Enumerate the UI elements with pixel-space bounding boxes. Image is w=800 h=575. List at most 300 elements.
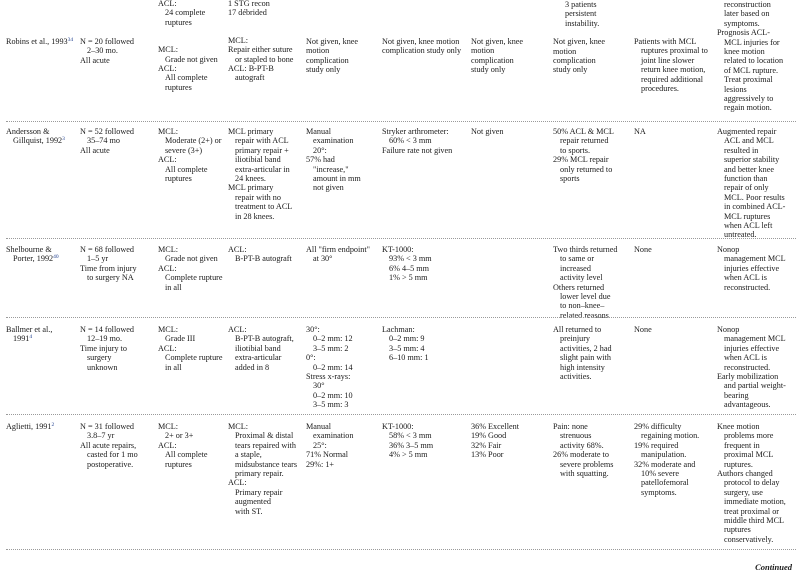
conclusions-cell: [717, 245, 786, 292]
conclusions-line: ruptures.: [724, 459, 753, 469]
treatment-line: treatment to ACL: [235, 202, 293, 212]
activity-line: motion: [553, 46, 577, 56]
clinical-line: 0–2 mm: 10: [313, 390, 353, 400]
rating-cell: [471, 37, 523, 75]
treatment-line: in 28 knees.: [235, 211, 275, 221]
complications-line: joint line slower: [641, 55, 695, 65]
instrumented-line: 58% < 3 mm: [389, 431, 432, 441]
injury-line: Grade not given: [165, 254, 218, 264]
conclusions-line: when ACL left: [724, 221, 773, 231]
patients-cell: [80, 325, 134, 372]
treatment-line: extra-articular: [235, 353, 282, 363]
treatment-line: Primary repair: [235, 487, 283, 497]
clinical-line: 25°:: [313, 440, 327, 450]
activity-line: Others returned: [553, 282, 605, 292]
activity-line: related reasons: [560, 310, 609, 320]
conclusions-line: Authors changed: [717, 469, 773, 479]
clinical-line: 0°:: [306, 353, 316, 363]
clinical-cell: [306, 422, 353, 469]
activity-line: activities.: [560, 372, 592, 382]
study-cell: [6, 325, 52, 344]
treatment-line: ACL: B-PT-B: [228, 64, 274, 74]
instrumented-line: 36% 3–5 mm: [389, 440, 434, 450]
complications-line: 10% severe: [641, 469, 679, 479]
activity-line: to non–knee–: [560, 301, 605, 311]
instrumented-cell: [382, 37, 461, 56]
conclusions-line: Early mobilization: [717, 372, 779, 382]
injury-line: ACL:: [158, 263, 177, 273]
injury-line: Grade not given: [165, 54, 218, 64]
study-name: Andersson &: [6, 127, 50, 136]
conclusions-line: MCL ruptures: [724, 211, 771, 221]
conclusions-line: problems more: [724, 431, 774, 441]
activity-line: 29% MCL repair: [553, 155, 609, 165]
conclusions-line: management MCL: [724, 254, 786, 264]
activity-line: 26% moderate to: [553, 450, 609, 460]
patients-line: Time injury to: [80, 343, 128, 353]
treatment-line: 17 débrided: [228, 8, 267, 18]
instrumented-line: Lachman:: [382, 325, 415, 334]
injury-line: All complete: [165, 164, 208, 174]
row-divider: [6, 317, 796, 318]
conclusions-line: ACL and MCL: [724, 136, 774, 146]
complications-line: manipulation.: [641, 450, 687, 460]
injury-line: MCL:: [158, 127, 179, 136]
conclusions-line: injuries effective: [724, 263, 780, 273]
activity-line: activities, 2 had: [560, 343, 612, 353]
reference-link[interactable]: 34: [67, 37, 74, 43]
study-name: 1991: [13, 334, 30, 344]
treatment-line: midsubstance tears: [235, 459, 298, 469]
row-divider: [6, 121, 796, 122]
patients-line: N = 68 followed: [80, 245, 134, 254]
injury-line: 2+ or 3+: [165, 431, 194, 441]
treatment-line: iliotibial band: [235, 155, 281, 165]
conclusions-line: of MCL rupture.: [724, 65, 779, 75]
injury-line: MCL:: [158, 422, 179, 431]
instrumented-line: 4% > 5 mm: [389, 450, 428, 460]
conclusions-line: immediate motion,: [724, 497, 786, 507]
patients-cell: [80, 37, 134, 65]
activity-line: strenuous: [560, 431, 592, 441]
clinical-line: 0–2 mm: 12: [313, 334, 353, 344]
clinical-cell: [306, 127, 361, 193]
instrumented-line: 93% < 3 mm: [389, 254, 432, 264]
row-divider: [6, 238, 796, 239]
instrumented-line: KT-1000:: [382, 245, 414, 254]
patients-cell: [80, 422, 138, 469]
conclusions-line: when ACL is: [724, 273, 767, 283]
conclusions-line: reconstruction: [724, 0, 771, 9]
activity-line: activity level: [560, 273, 603, 283]
complications-cell: [634, 422, 699, 497]
activity-line: high intensity: [560, 362, 605, 372]
treatment-line: augmented: [235, 497, 271, 507]
clinical-line: Stress x-rays:: [306, 372, 351, 382]
treatment-line: ACL:: [228, 245, 247, 254]
conclusions-line: and partial weight-: [724, 381, 786, 391]
treatment-cell: [228, 325, 294, 372]
activity-line: All returned to: [553, 325, 602, 334]
reference-link[interactable]: 2: [51, 422, 55, 428]
conclusions-line: Knee motion: [717, 422, 760, 431]
clinical-line: Not given, knee: [306, 37, 359, 46]
injury-line: MCL:: [158, 325, 179, 334]
patients-line: 2–30 mo.: [87, 46, 118, 56]
conclusions-line: symptoms.: [724, 18, 760, 28]
rating-line: 19% Good: [471, 431, 507, 441]
treatment-line: repair with ACL: [235, 136, 289, 146]
rating-cell: [471, 127, 504, 136]
conclusions-line: reconstructed.: [724, 362, 771, 372]
conclusions-line: related to location: [724, 56, 784, 66]
clinical-line: not given: [313, 183, 344, 193]
patients-line: 1–5 yr: [87, 254, 109, 264]
complications-line: patellofemoral: [641, 478, 689, 488]
patients-line: 12–19 mo.: [87, 334, 123, 344]
patients-line: N = 31 followed: [80, 422, 134, 431]
complications-cell: [634, 245, 652, 254]
study-name: Porter, 1992: [13, 254, 54, 264]
treatment-line: MCL:: [228, 35, 249, 45]
treatment-line: a staple,: [235, 450, 262, 460]
study-cell: [6, 422, 54, 431]
conclusions-line: when ACL is: [724, 353, 767, 363]
rating-line: 32% Fair: [471, 440, 502, 450]
clinical-line: 3–5 mm: 2: [313, 343, 349, 353]
activity-line: to sports.: [560, 145, 591, 155]
activity-line: slight pain with: [560, 353, 611, 363]
activity-line: persistent: [565, 9, 597, 19]
injury-cell: [158, 422, 208, 469]
activity-line: sports: [560, 174, 580, 184]
conclusions-cell: [717, 422, 786, 544]
treatment-line: primary repair +: [235, 145, 289, 155]
injury-line: ruptures: [165, 82, 192, 92]
instrumented-cell: [382, 325, 429, 363]
injury-line: Complete rupture: [165, 353, 223, 363]
conclusions-line: later based on: [724, 9, 770, 19]
rating-line: Not given: [471, 127, 504, 136]
treatment-line: B-PT-B autograft: [235, 254, 292, 264]
patients-line: All acute: [80, 55, 110, 65]
conclusions-line: bearing: [724, 390, 749, 400]
complications-line: 29% difficulty: [634, 422, 682, 431]
complications-line: NA: [634, 127, 646, 136]
injury-line: in all: [165, 362, 182, 372]
activity-line: 50% ACL & MCL: [553, 127, 614, 136]
clinical-line: motion: [306, 46, 330, 56]
rating-line: 36% Excellent: [471, 422, 519, 431]
activity-line: instability.: [565, 18, 600, 28]
patients-line: 35–74 mo: [87, 136, 120, 146]
injury-line: MCL:: [158, 45, 179, 55]
complications-line: 19% required: [634, 440, 679, 450]
conclusions-line: treat proximal or: [724, 506, 780, 516]
conclusions-line: Nonop: [717, 325, 740, 334]
instrumented-line: 3–5 mm: 4: [389, 343, 425, 353]
reference-link[interactable]: 40: [53, 254, 59, 261]
injury-line: Grade III: [165, 334, 196, 344]
treatment-line: repair with no: [235, 192, 281, 202]
patients-line: All acute: [80, 145, 110, 155]
complications-cell: [634, 325, 652, 334]
conclusions-line: protocol to delay: [724, 478, 780, 488]
treatment-line: Repair either suture: [228, 45, 293, 55]
patients-line: postoperative.: [87, 459, 134, 469]
conclusions-cell: [717, 0, 783, 113]
conclusions-line: in combined ACL-: [724, 202, 786, 212]
study-cell: [6, 245, 59, 264]
clinical-line: study only: [306, 65, 341, 75]
conclusions-line: repair of only: [724, 183, 769, 193]
rating-line: Not given, knee: [471, 37, 524, 46]
patients-line: N = 20 followed: [80, 37, 134, 46]
conclusions-line: untreated.: [724, 230, 757, 240]
reference-link[interactable]: 3: [62, 136, 65, 143]
patients-line: 3.8–7 yr: [87, 431, 115, 441]
conclusions-line: ruptures: [724, 525, 751, 535]
clinical-line: "increase,": [313, 164, 349, 174]
injury-line: ACL:: [158, 0, 177, 8]
clinical-line: 29%: 1+: [306, 459, 335, 469]
clinical-line: at 30°: [313, 254, 333, 264]
rating-line: study only: [471, 65, 506, 75]
activity-line: 3 patients: [565, 0, 597, 9]
treatment-line: Proximal & distal: [235, 431, 294, 441]
clinical-line: amount in mm: [313, 174, 361, 184]
clinical-line: All "firm endpoint": [306, 245, 370, 254]
instrumented-cell: [382, 245, 432, 283]
instrumented-cell: [382, 422, 433, 460]
clinical-line: Manual: [306, 422, 332, 431]
treatment-cell: [228, 245, 292, 264]
conclusions-line: Augmented repair: [717, 127, 777, 136]
instrumented-line: Not given, knee motion: [382, 37, 460, 46]
conclusions-line: injuries effective: [724, 343, 780, 353]
patients-line: Time from injury: [80, 263, 137, 273]
patients-line: N = 52 followed: [80, 127, 134, 136]
complications-line: regaining motion.: [641, 431, 700, 441]
instrumented-line: complication study only: [382, 46, 462, 56]
clinical-line: 57% had: [306, 155, 335, 165]
injury-line: ACL:: [158, 343, 177, 353]
complications-line: required additional: [641, 74, 704, 84]
activity-line: lower level due: [560, 292, 611, 302]
conclusions-line: knee motion: [724, 47, 765, 57]
clinical-line: complication: [306, 55, 349, 65]
activity-line: only returned to: [560, 164, 613, 174]
injury-line: severe (3+): [165, 145, 203, 155]
rating-line: motion: [471, 46, 495, 56]
instrumented-line: 6% 4–5 mm: [389, 263, 430, 273]
instrumented-line: KT-1000:: [382, 422, 414, 431]
study-name: Shelbourne &: [6, 245, 52, 254]
instrumented-line: Failure rate not given: [382, 145, 453, 155]
activity-cell: [553, 127, 614, 183]
treatment-cell: [228, 127, 292, 221]
patients-line: N = 14 followed: [80, 325, 134, 334]
activity-line: study only: [553, 65, 588, 75]
patients-line: to surgery NA: [87, 273, 134, 283]
rating-cell: [471, 422, 519, 460]
activity-line: preinjury: [560, 334, 591, 344]
instrumented-line: 60% < 3 mm: [389, 136, 432, 146]
treatment-line: ACL:: [228, 478, 247, 488]
injury-line: MCL:: [158, 245, 179, 254]
conclusions-line: MCL. Poor results: [724, 192, 785, 202]
injury-line: All complete: [165, 73, 208, 83]
activity-line: with squatting.: [560, 469, 609, 479]
clinical-line: 20°:: [313, 145, 327, 155]
conclusions-line: lesions: [724, 84, 747, 94]
complications-line: None: [634, 325, 652, 334]
study-cell: [6, 0, 73, 46]
clinical-cell: [306, 37, 358, 75]
conclusions-line: aggressively to: [724, 94, 774, 104]
instrumented-line: 6–10 mm: 1: [389, 353, 429, 363]
instrumented-line: 0–2 mm: 9: [389, 334, 425, 344]
clinical-cell: [306, 325, 353, 410]
patients-cell: [80, 245, 137, 283]
injury-line: ruptures: [165, 17, 192, 27]
injury-line: Complete rupture: [165, 273, 223, 283]
instrumented-line: Stryker arthrometer:: [382, 127, 449, 136]
study-name: Gillquist, 1992: [13, 136, 63, 146]
treatment-line: autograft: [235, 73, 265, 83]
clinical-line: 30°:: [306, 325, 320, 334]
clinical-cell: [306, 245, 370, 264]
clinical-line: 3–5 mm: 3: [313, 400, 349, 410]
complications-line: symptoms.: [641, 487, 677, 497]
conclusions-line: and better knee: [724, 164, 775, 174]
conclusions-line: function than: [724, 174, 768, 184]
injury-cell: [158, 127, 221, 183]
conclusions-line: Nonop: [717, 245, 740, 254]
clinical-line: Manual: [306, 127, 332, 136]
conclusions-line: proximal MCL: [724, 450, 774, 460]
study-cell: [6, 127, 65, 146]
clinical-line: 71% Normal: [306, 450, 349, 460]
conclusions-line: middle third MCL: [724, 516, 785, 526]
injury-line: ruptures: [165, 459, 192, 469]
treatment-line: MCL primary: [228, 127, 274, 136]
conclusions-line: advantageous.: [724, 400, 771, 410]
reference-link[interactable]: 4: [29, 334, 33, 341]
treatment-cell: [228, 422, 297, 516]
activity-cell: [553, 325, 612, 381]
treatment-line: primary repair.: [235, 469, 284, 479]
rating-line: complication: [471, 55, 514, 65]
activity-line: severe problems: [560, 459, 614, 469]
complications-line: 32% moderate and: [634, 459, 696, 469]
treatment-cell: [228, 0, 293, 83]
treatment-line: added in 8: [235, 362, 270, 372]
table-bottom-rule: [6, 549, 796, 550]
clinical-line: 30°: [313, 381, 325, 391]
injury-line: ACL:: [158, 440, 177, 450]
complications-line: ruptures proximal to: [641, 46, 708, 56]
activity-cell: [553, 0, 605, 75]
activity-line: activity 68%.: [560, 440, 604, 450]
conclusions-cell: [717, 127, 785, 240]
study-name: Ballmer et al.,: [6, 325, 53, 334]
injury-line: All complete: [165, 450, 208, 460]
rating-line: 13% Poor: [471, 450, 504, 460]
treatment-line: ACL:: [228, 325, 247, 334]
complications-line: procedures.: [641, 84, 679, 94]
complications-line: None: [634, 245, 652, 254]
complications-line: Patients with MCL: [634, 37, 697, 46]
conclusions-line: superior stability: [724, 155, 780, 165]
injury-cell: [158, 0, 218, 92]
instrumented-line: 1% > 5 mm: [389, 273, 428, 283]
complications-cell: [634, 37, 708, 93]
patients-line: unknown: [87, 362, 118, 372]
instrumented-cell: [382, 127, 452, 155]
conclusions-line: Prognosis ACL-: [717, 28, 770, 38]
activity-line: Pain: none: [553, 422, 588, 431]
conclusions-line: conservatively.: [724, 534, 774, 544]
conclusions-line: resulted in: [724, 145, 759, 155]
injury-line: ACL:: [158, 155, 177, 165]
patients-line: surgery: [87, 353, 112, 363]
injury-line: Moderate (2+) or: [165, 136, 222, 146]
treatment-line: MCL primary: [228, 183, 274, 193]
activity-line: repair returned: [560, 136, 609, 146]
study-name: Robins et al., 1993: [6, 37, 68, 46]
activity-line: complication: [553, 56, 596, 66]
clinical-line: examination: [313, 431, 354, 441]
patients-cell: [80, 127, 134, 155]
injury-line: in all: [165, 282, 182, 292]
activity-line: Not given, knee: [553, 37, 606, 47]
conclusions-line: Treat proximal: [724, 75, 773, 85]
conclusions-line: reconstructed.: [724, 282, 771, 292]
activity-line: Two thirds returned: [553, 245, 618, 254]
treatment-line: extra-articular in: [235, 164, 290, 174]
conclusions-line: regain motion.: [724, 103, 772, 113]
activity-line: to same or: [560, 254, 595, 264]
complications-line: return knee motion,: [641, 65, 706, 75]
patients-line: All acute repairs,: [80, 440, 137, 450]
injury-line: ACL:: [158, 64, 177, 74]
injury-line: 24 complete: [165, 8, 206, 18]
conclusions-line: MCL injuries for: [724, 37, 780, 47]
treatment-line: or stapled to bone: [235, 54, 294, 64]
activity-cell: [553, 422, 613, 478]
injury-cell: [158, 245, 223, 292]
treatment-line: 24 knees.: [235, 174, 266, 184]
conclusions-line: frequent in: [724, 440, 760, 450]
activity-line: increased: [560, 263, 591, 273]
conclusions-line: surgery, use: [724, 487, 763, 497]
treatment-line: 1 STG recon: [228, 0, 270, 8]
clinical-line: examination: [313, 136, 354, 146]
patients-line: casted for 1 mo: [87, 450, 138, 460]
conclusions-cell: [717, 325, 786, 410]
injury-line: ruptures: [165, 174, 192, 184]
treatment-line: with ST.: [235, 506, 263, 516]
row-divider: [6, 414, 796, 415]
activity-cell: [553, 245, 617, 320]
injury-cell: [158, 325, 223, 372]
study-name: Aglietti, 1991: [6, 422, 52, 431]
treatment-line: MCL:: [228, 422, 249, 431]
complications-cell: [634, 127, 646, 136]
conclusions-line: management MCL: [724, 334, 786, 344]
clinical-line: 0–2 mm: 14: [313, 362, 353, 372]
